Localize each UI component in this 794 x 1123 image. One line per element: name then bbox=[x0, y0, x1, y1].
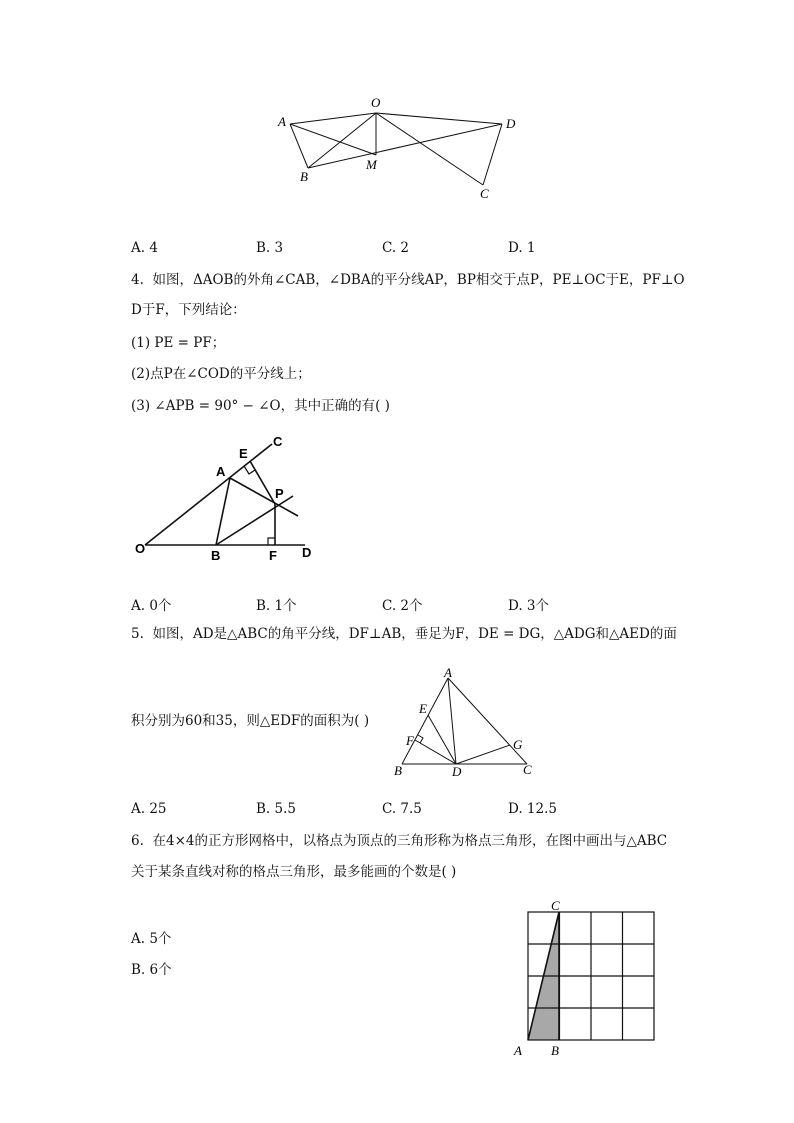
q6-label-c: C bbox=[551, 898, 560, 913]
q5-label-b: B bbox=[394, 763, 402, 778]
q4-option-a[interactable]: A. 0个 bbox=[131, 598, 172, 614]
q4-label-o: O bbox=[135, 541, 146, 556]
q3-label-o: O bbox=[371, 95, 381, 110]
q4-label-f: F bbox=[269, 548, 277, 563]
q6-option-b[interactable]: B. 6个 bbox=[131, 962, 172, 978]
q4-stem-text: 如图，ΔAOB的外角∠CAB，∠DBA的平分线AP，BP相交于点P，PE⊥OC于E，PF⊥O bbox=[152, 272, 685, 288]
q4-conclusion-3: (3) ∠APB = 90° − ∠O，其中正确的有( ) bbox=[131, 398, 390, 414]
q5-option-d[interactable]: D. 12.5 bbox=[508, 801, 557, 817]
q3-option-c[interactable]: C. 2 bbox=[382, 240, 410, 256]
q4-label-e: E bbox=[239, 446, 248, 461]
q6-stem-line2: 关于某条直线对称的格点三角形，最多能画的个数是( ) bbox=[131, 864, 457, 880]
q5-stem-line1 bbox=[131, 624, 677, 644]
q4-option-d[interactable]: D. 3个 bbox=[508, 598, 550, 614]
q5-label-g: G bbox=[513, 737, 523, 752]
q3-label-d: D bbox=[506, 116, 516, 131]
q5-label-f: F bbox=[406, 733, 414, 748]
q5-stem-line2: 积分别为60和35，则△EDF的面积为( ) bbox=[131, 713, 370, 729]
q6-grid-figure bbox=[510, 892, 660, 1062]
q5-option-b[interactable]: B. 5.5 bbox=[256, 801, 296, 817]
q3-option-d[interactable]: D. 1 bbox=[508, 240, 536, 256]
q3-label-c: C bbox=[480, 186, 489, 201]
q4-option-b[interactable]: B. 1个 bbox=[256, 598, 297, 614]
q6-option-a[interactable]: A. 5个 bbox=[131, 931, 172, 947]
q4-label-d: D bbox=[302, 545, 312, 560]
q5-label-c: C bbox=[523, 762, 532, 777]
q4-option-c[interactable]: C. 2个 bbox=[382, 598, 423, 614]
q5-stem-text: 如图，AD是△ABC的角平分线，DF⊥AB，垂足为F，DE = DG，△ADG和△AED的面 bbox=[152, 626, 677, 642]
q5-number: 5. bbox=[131, 626, 144, 642]
q3-option-b[interactable]: B. 3 bbox=[256, 240, 284, 256]
q3-option-a[interactable]: A. 4 bbox=[131, 240, 158, 256]
q4-figure bbox=[130, 430, 330, 565]
q5-label-e: E bbox=[419, 701, 427, 716]
q3-figure bbox=[270, 92, 530, 204]
q4-stem-line1 bbox=[131, 270, 685, 290]
q4-label-p: P bbox=[275, 486, 284, 501]
q4-conclusion-2: (2)点P在∠COD的平分线上； bbox=[131, 366, 311, 382]
q4-conclusion-1: (1) PE = PF； bbox=[131, 335, 226, 351]
q4-label-c: C bbox=[273, 434, 283, 449]
q5-option-a[interactable]: A. 25 bbox=[131, 801, 167, 817]
q4-stem-line2: D于F，下列结论： bbox=[131, 302, 246, 318]
q3-label-b: B bbox=[300, 169, 308, 184]
q6-stem-line1 bbox=[131, 831, 667, 851]
q6-stem-text: 在4×4的正方形网格中，以格点为顶点的三角形称为格点三角形，在图中画出与△ABC bbox=[152, 833, 668, 849]
q5-label-d: D bbox=[452, 764, 462, 779]
q6-number: 6. bbox=[131, 833, 144, 849]
q4-label-b: B bbox=[211, 548, 221, 563]
q4-label-a: A bbox=[216, 464, 226, 479]
q5-label-a: A bbox=[444, 666, 452, 680]
q4-number: 4. bbox=[131, 272, 144, 288]
q5-option-c[interactable]: C. 7.5 bbox=[382, 801, 422, 817]
q5-figure bbox=[390, 666, 540, 780]
q3-label-m: M bbox=[366, 157, 377, 172]
q3-label-a: A bbox=[278, 114, 286, 129]
q6-label-a: A bbox=[514, 1043, 522, 1058]
q6-label-b: B bbox=[551, 1043, 559, 1058]
